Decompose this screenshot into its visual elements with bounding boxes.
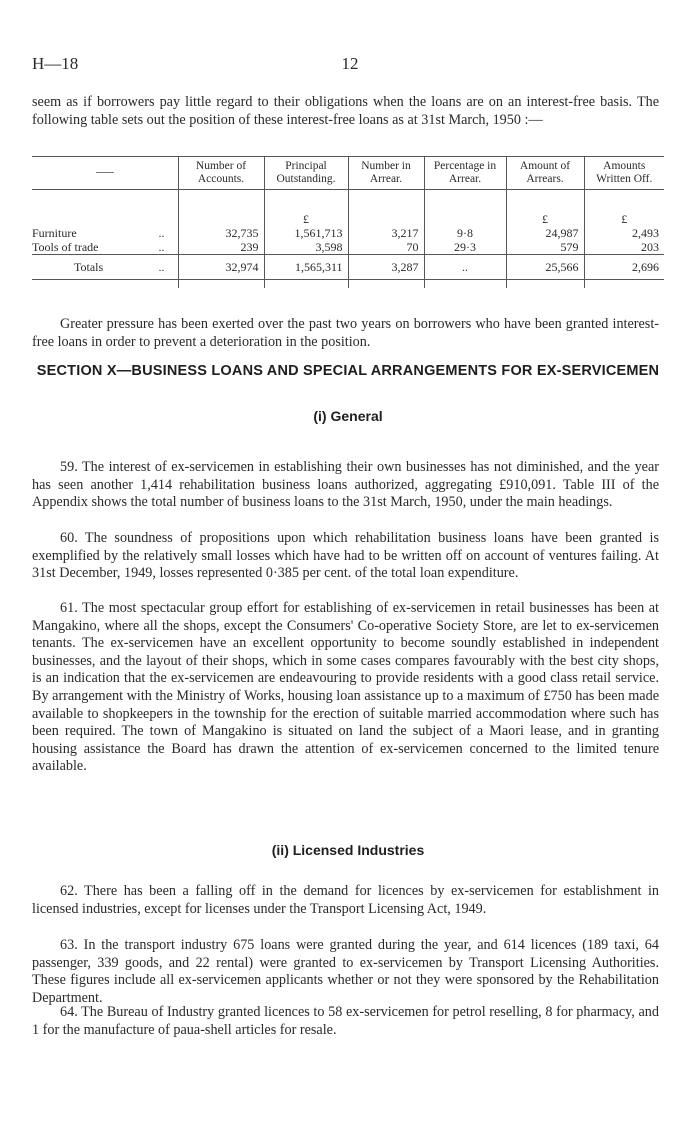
paragraph-62: 62. There has been a falling off in the demand for licences by ex-servicemen for establishment in licensed industries, except for licenses under the Transport Licensing Act, 1949. <box>32 883 659 917</box>
table-stub-header <box>32 157 178 190</box>
table-cell: 24,987 <box>506 226 584 240</box>
column-header: Number in Arrear. <box>348 157 424 190</box>
row-label-cell <box>32 255 178 280</box>
table-spacer-row <box>32 190 664 213</box>
table-cell: 32,735 <box>178 226 264 240</box>
table-cell: 25,566 <box>506 255 584 280</box>
column-header: Percentage in Arrear. <box>424 157 506 190</box>
paragraph-pressure: Greater pressure has been exerted over the past two years on borrowers who have been granted interest-free loans in order to prevent a deterioration in the position. <box>32 316 659 350</box>
table-cell: 32,974 <box>178 255 264 280</box>
subheading-general: (i) General <box>313 408 383 424</box>
leader-dots: .. <box>158 225 165 240</box>
table-cell: 1,565,311 <box>264 255 348 280</box>
table-row <box>32 240 664 255</box>
section-heading: SECTION X—BUSINESS LOANS AND SPECIAL ARRANGEMENTS FOR EX-SERVICEMEN <box>36 363 660 379</box>
table-end-rule <box>32 280 664 289</box>
table-cell: 2,696 <box>584 255 664 280</box>
paragraph-59: 59. The interest of ex-servicemen in establishing their own businesses has not diminished, and the year has seen another 1,414 rehabilitation business loans authorized, aggregating £910,091. Table III of the Appendix shows the total number of business loans to the 31st March, 1950, under the main headings. <box>32 459 659 511</box>
unit-cell <box>348 212 424 226</box>
table-cell: 70 <box>348 240 424 255</box>
column-header: Amount of Arrears. <box>506 157 584 190</box>
intro-paragraph: seem as if borrowers pay little regard to their obligations when the loans are on an interest-free basis. The following table sets out the position of these interest-free loans as at 31st March, 1950 :— <box>32 94 659 128</box>
table-row <box>32 226 664 240</box>
table-cell: 203 <box>584 240 664 255</box>
table-cell: 3,598 <box>264 240 348 255</box>
table-cell: 29·3 <box>424 240 506 255</box>
paragraph-63: 63. In the transport industry 675 loans were granted during the year, and 614 licences (189 taxi, 64 passenger, 339 goods, and 22 rental) were granted to ex-servicemen by Transport Licensing Authorities. These figures include all ex-servicemen applicants whether or not they were sponsored by the Rehabilitation Department. <box>32 937 659 1006</box>
subheading-licensed-industries: (ii) Licensed Industries <box>271 842 425 858</box>
unit-cell <box>424 212 506 226</box>
unit-cell: £ <box>584 212 664 226</box>
paragraph-61: 61. The most spectacular group effort for establishing of ex-servicemen in retail businesses has been at Mangakino, where all the shops, except the Consumers' Co-operative Society Store, are let to ex-servicemen tenants. The ex-servicemen have an excellent opportunity to become soundly established in independent businesses, and the layout of their shops, which in some cases compares favourably with the best city shops, is an indication that the ex-servicemen are endeavouring to provide residents with a good class retail service. By arrangement with the Ministry of Works, housing loan assistance up to a maximum of £750 has been made available to shopkeepers in the township for the erection of suitable married accommodation where such has been required. The town of Mangakino is situated on land the subject of a Maori lease, and in granting housing assistance the Board has drawn the attention of ex-servicemen concerned to the limited tenure available. <box>32 600 659 775</box>
row-label-cell <box>32 226 178 240</box>
leader-dots: .. <box>158 239 165 254</box>
row-label: Tools of trade <box>32 239 99 254</box>
table-cell: 579 <box>506 240 584 255</box>
leader-dots: .. <box>158 259 165 274</box>
row-label: Totals <box>74 259 104 274</box>
paragraph-64: 64. The Bureau of Industry granted licences to 58 ex-servicemen for petrol reselling, 8 for pharmacy, and 1 for the manufacture of paua-shell articles for resale. <box>32 1004 659 1038</box>
table-cell: 239 <box>178 240 264 255</box>
interest-free-loans-table <box>32 156 664 288</box>
column-header: Number of Accounts. <box>178 157 264 190</box>
row-label: Furniture <box>32 225 77 240</box>
table-total-row <box>32 255 664 280</box>
stub-dash <box>96 172 114 173</box>
table-cell: 2,493 <box>584 226 664 240</box>
document-reference: H—18 <box>32 54 79 73</box>
table-units-row <box>32 212 664 226</box>
unit-cell: £ <box>506 212 584 226</box>
table-header-row <box>32 157 664 190</box>
page-number: 12 <box>341 54 359 73</box>
table-cell: .. <box>424 255 506 280</box>
row-label-cell <box>32 240 178 255</box>
unit-cell <box>178 212 264 226</box>
column-header: Principal Outstanding. <box>264 157 348 190</box>
paragraph-60: 60. The soundness of propositions upon which rehabilitation business loans have been granted is exemplified by the relatively small losses which have had to be written off on account of ventures failing. At 31st December, 1949, losses represented 0·385 per cent. of the total loan expenditure. <box>32 530 659 582</box>
table-cell: 1,561,713 <box>264 226 348 240</box>
running-header <box>0 54 700 76</box>
table-cell: 9·8 <box>424 226 506 240</box>
unit-cell: £ <box>264 212 348 226</box>
column-header: Amounts Written Off. <box>584 157 664 190</box>
table-cell: 3,287 <box>348 255 424 280</box>
table-cell: 3,217 <box>348 226 424 240</box>
